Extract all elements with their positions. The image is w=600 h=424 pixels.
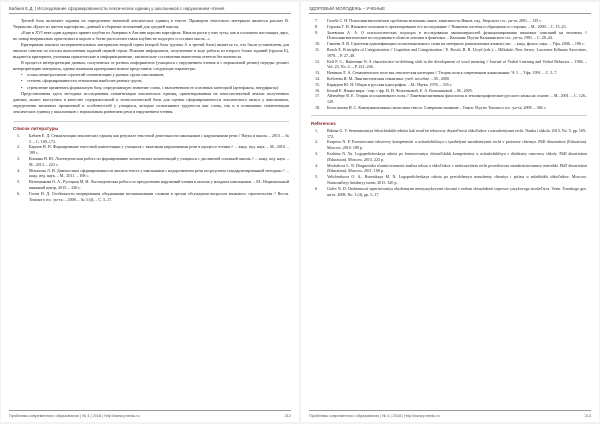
references-list-ru bbox=[13, 133, 289, 203]
reference-text: Белоглазова Н. С. Коммуникативная стилистика текста. Совершенствование – Томск: Изд-во Томского гос. ун-та, 2009. – 384 с. bbox=[327, 104, 547, 110]
reference-item bbox=[13, 133, 289, 145]
reference-number: 8. bbox=[315, 23, 319, 29]
body-paragraph: Критериями анализа экспериментальных материалов второй серии (второй блок группы А и третий блок) является то, что были установлены для анализа ответов по итогам выполнения заданий первой серии. Показан информатом, полученные в ходе работы из второго блока заданий (группа Б), выдаются критерием, учитывая практические и информационные, тактические составлении вынесения ответов без контекста. bbox=[13, 42, 289, 60]
left-page bbox=[1, 2, 299, 422]
reference-text: Koshina N. Yu. Logopedicheskaya rabota po formirovaniyu chitatel'skikh kompetentsiy u uchashchikhsya s disleksiey osnovnoy shkoly. PhD dissertation (Education). Moscow, 2013. 223 p. bbox=[327, 150, 587, 162]
reference-number: 16. bbox=[315, 87, 321, 93]
reference-text: Кошина Н. Ю. Логопедическая работа по формированию читательских компетенций у учащихся с дислексией основной школы // ... канд. пед. наук. – М., 2013. – 223 с. bbox=[29, 155, 289, 167]
reference-item bbox=[13, 168, 289, 180]
running-head-right: ЗДОРОВЫЙ МОЛОДЕЖЬ – УЧЕНЫЕ bbox=[309, 6, 591, 14]
references-heading: Список литературы bbox=[13, 121, 289, 131]
reference-item bbox=[311, 105, 587, 111]
reference-number: 17. bbox=[315, 93, 321, 99]
reference-text: Залевская А. А. О психологических подходах в исследовании закономерностей функционирования языковых описаний на человека // Психолингвистические исследования в области лексики и фонетики. – Калинин: Изд-во Калининского гос. ун-та, 1981. – С. 28–44. bbox=[327, 29, 587, 41]
body-paragraph: «Еще в XVI веке один адмирал привез клубни из Америки в Англию королю картофеля. Начали расти у них туты, как и положено настоящих двух, но повар неправильно приготовил и короле к ботве растолочен такая клубни не подогрел и оставил масла...» bbox=[13, 30, 289, 42]
reference-item bbox=[13, 156, 289, 168]
reference-item bbox=[13, 179, 289, 191]
reference-number: 15. bbox=[315, 81, 321, 87]
reference-item bbox=[311, 151, 587, 163]
reference-text: Babina G. V. Semantizatsiya leksicheskikh edinits kak rezul'tat tekstovoy deyatel'nosti shkol'nikov s narusheniyami rechi. Nauka i shkola. 2013, No. 5, pp. 169–172. bbox=[327, 127, 587, 139]
body-paragraph: Третий блок включает задания на определение значений лексических единиц в тексте. Примером текстового материала является рассказ В. Черкасова «Букет из цветов картофеля», данный в сборнике изложений для средней школы. bbox=[13, 18, 289, 30]
reference-number: 3. bbox=[17, 155, 21, 161]
reference-item bbox=[311, 128, 587, 140]
right-page bbox=[301, 2, 599, 422]
reference-number: 9. bbox=[315, 29, 319, 35]
reference-item bbox=[311, 30, 587, 42]
reference-number: 6. bbox=[17, 190, 21, 196]
reference-text: Rosch E. Principles of Categorization // Cognition and Categorization / E. Rosch, B. B. Lloyd (eds.). – Hillsdale, New Jersey: Lawrence Erlbaum Associates, 1978. – P. 27–48. bbox=[327, 46, 587, 58]
page-number: 212 bbox=[284, 413, 291, 418]
reference-item bbox=[311, 47, 587, 59]
footer-journal-text: Проблемы современного образования | № 4 | 2018 | http://www.pmedu.ru bbox=[9, 413, 140, 418]
reference-text: Гохеба С. Н. Психолингвистические проблемы величины лингв. зависимости Ивнов. изд. Тверского гос. ун-та, 2001. – 135 с. bbox=[327, 18, 543, 23]
reference-number: 18. bbox=[315, 104, 321, 110]
criteria-item: • стремление применить формальную базу, определяющую значение слова, с вычленением ее основных категорий (артефакты, натурфакты) bbox=[13, 85, 289, 91]
reference-number: 12. bbox=[315, 58, 321, 64]
reference-item bbox=[13, 144, 289, 156]
reference-item bbox=[13, 191, 289, 203]
criteria-item: • осмысление/различие стратегий семантизации у разных групп школьников; bbox=[13, 72, 289, 78]
reference-text: Golev N. D. Osobennosti seperirovaniya obydennymi metayazykovymi slovami v zrelom obsuzhdenii voprosov yazykovogo stroitel'stva. Vestn. Tomskogo gos. un-ta. 2008, No. 3 (4), pp. 5–17. bbox=[327, 185, 587, 197]
reference-text: Keil F. C., Batterman N. A characteristic-to-defining shift in the development of word meaning // Journal of Verbal Learning and Verbal Behavior. – 1984. – Vol. 23, No. 2. – P. 221–236. bbox=[327, 58, 587, 70]
reference-number: 2. bbox=[17, 144, 21, 150]
reference-number: 4. bbox=[17, 167, 21, 173]
references-list-continued bbox=[311, 18, 587, 111]
reference-number: 2. bbox=[315, 139, 319, 145]
right-page-body bbox=[311, 18, 587, 408]
reference-number: 13. bbox=[315, 70, 321, 76]
reference-number: 3. bbox=[315, 150, 319, 156]
reference-number: 10. bbox=[315, 41, 321, 47]
reference-item bbox=[311, 174, 587, 186]
reference-text: Айзенберг В. Е. Теория ассоциативного поля // Лингвокогнитивная филология и лексикографические русского языка на основе. – М., 2001. – С. 126–129. bbox=[327, 93, 587, 105]
footer-journal-text: Проблемы современного образования | № 4 | 2018 | http://www.pmedu.ru bbox=[309, 413, 440, 418]
reference-number: 6. bbox=[315, 185, 319, 191]
references-list-en bbox=[311, 128, 587, 198]
reference-number: 5. bbox=[17, 179, 21, 185]
reference-item bbox=[311, 93, 587, 105]
references-en-block bbox=[311, 115, 587, 198]
reference-text: Карпов Н. П. Формирование текстовой компетенции у учащихся с тяжелыми нарушениями речи в процессе чтения // ... канд. пед. наук. – М., 2010. – 189 с. bbox=[29, 144, 289, 156]
reference-text: Новиков Л. А. Семантическое поле как лексическая категория // Теория поля в современном языкознании. Ч. 1. – Уфа, 1991. – С. 5–7. bbox=[327, 70, 558, 76]
reference-number: 5. bbox=[315, 174, 319, 180]
reference-item bbox=[311, 163, 587, 175]
summary-paragraph: Представленная здесь методика исследования семантизации лексических единиц, ориентированная на многоаспектный анализ полученных данных, может выступить в качестве содержательной и технологической базы для оценки сформированности лексического запаса у школьников, определения типичных проявлений и особенностей у учащихся, которые испытывают трудности как слова, так и в понимании семантизации лексических единиц у школьников с нормальным развитием речи и нарушением чтения. bbox=[13, 90, 289, 114]
reference-number: 4. bbox=[315, 162, 319, 168]
references-en-heading: References bbox=[311, 120, 336, 126]
reference-text: Бабаев Е. Д. Семантизация лексических единиц как результат текстовой деятельности школьников с нарушениями речи // Наука и школа. – 2013. – № 5. – С. 169–172. bbox=[29, 132, 289, 144]
process-intro-paragraph: В процессе интерпретации данных, полученных от разных информантов (учащихся с нарушением чтения и с нормальной речью) нередко делают интерпретацию материала, однако важными критериями можно представить следующие параметры: bbox=[13, 60, 289, 72]
reference-number: 1. bbox=[315, 127, 319, 133]
reference-text: Белый Е. Языки мира. / пер. с фр. И. И. Чельтиковой, Е. А. Возьмановой. – М., 2005. bbox=[327, 87, 473, 93]
reference-item bbox=[311, 186, 587, 198]
reference-number: 7. bbox=[315, 18, 319, 23]
reference-text: Ганеева Л. В. Стратегия идентификации полисемантичного слова на материале разноязычных языков (лис. ... канд. филол. наук. – Уфа, 2006. – 196 с. bbox=[327, 41, 585, 47]
criteria-item: • степень сформированности отношения наиболее разных групп; bbox=[13, 78, 289, 84]
page-number: 213 bbox=[584, 413, 591, 418]
reference-text: Кобозева И. М. Лингвистическая семантика: учеб. пособие. – М., 2000. bbox=[327, 75, 450, 81]
reference-item bbox=[311, 139, 587, 151]
reference-item bbox=[311, 59, 587, 71]
reference-number: 14. bbox=[315, 75, 321, 81]
reference-text: Velichenkova O. A., Rusetskaya M. N. Logopedicheskaya rabota po preodoleniyu narusheniy chteniya i pis'ma u mladshikh shkol'nikov. Moscow: Natsional'nyy knizhnyy tsentr, 2015. 320 p. bbox=[327, 174, 587, 185]
reference-text: Горлова Т. Н. Языковое описание и проектирование его исследование // Языковая система и обращения со стороны. – М., 2000. – С. 15–23. bbox=[327, 23, 567, 29]
reference-text: Мочалова Л. Н. Диагностика сформированности анализа текста у школьников с недоразвитием речи посредством стандартизированной методики // ... канд. пед. наук. – М., 2011. – 168 с. bbox=[29, 167, 289, 179]
reference-text: Величенкова О. А., Русецкая М. Н. Логопедическая работа по преодолению нарушений чтения и письма у младших школьников. – М.: Национальный книжный центр, 2015. – 320 с. bbox=[29, 179, 289, 190]
reference-text: Mochalova L. N. Diagnostika sformirovannosti analiza teksta u shkol'nikov s nedorazvitiem rechi posredstvom standartizirovannoy metodiki. PhD dissertation (Education). Moscow, 2011. 168 p. bbox=[327, 162, 587, 174]
reference-number: 1. bbox=[17, 132, 21, 138]
running-head-left: Бабаев Е.Д. | Исследование сформированности лексических единиц у школьников с нарушением чтения bbox=[9, 6, 291, 14]
reference-number: 11. bbox=[315, 46, 320, 52]
reference-text: Карауров Ю. Н. Общая и русская идеография. – М.: Наука, 1976. – 355 с. bbox=[327, 81, 453, 87]
left-page-body bbox=[13, 18, 289, 408]
criteria-list bbox=[13, 72, 289, 90]
reference-text: Karpova N. P. Formirovanie tekstovoy kompetentsii u uchashchikhsya s tyazhelymi narusheniyami rechi v protsesse chteniya. PhD dissertation (Education). Moscow, 2010. 189 p. bbox=[327, 139, 587, 151]
footer-right bbox=[309, 410, 591, 418]
footer-left bbox=[9, 410, 291, 418]
reference-text: Гохем Н. Д. Особенности оперирования обыденными метаязыковыми словами в зрелом обсуждении вопросом языкового строительства // Вестн. Томского гос. ун-та. – 2008. – № 3 (4). – С. 5–17. bbox=[29, 190, 289, 202]
